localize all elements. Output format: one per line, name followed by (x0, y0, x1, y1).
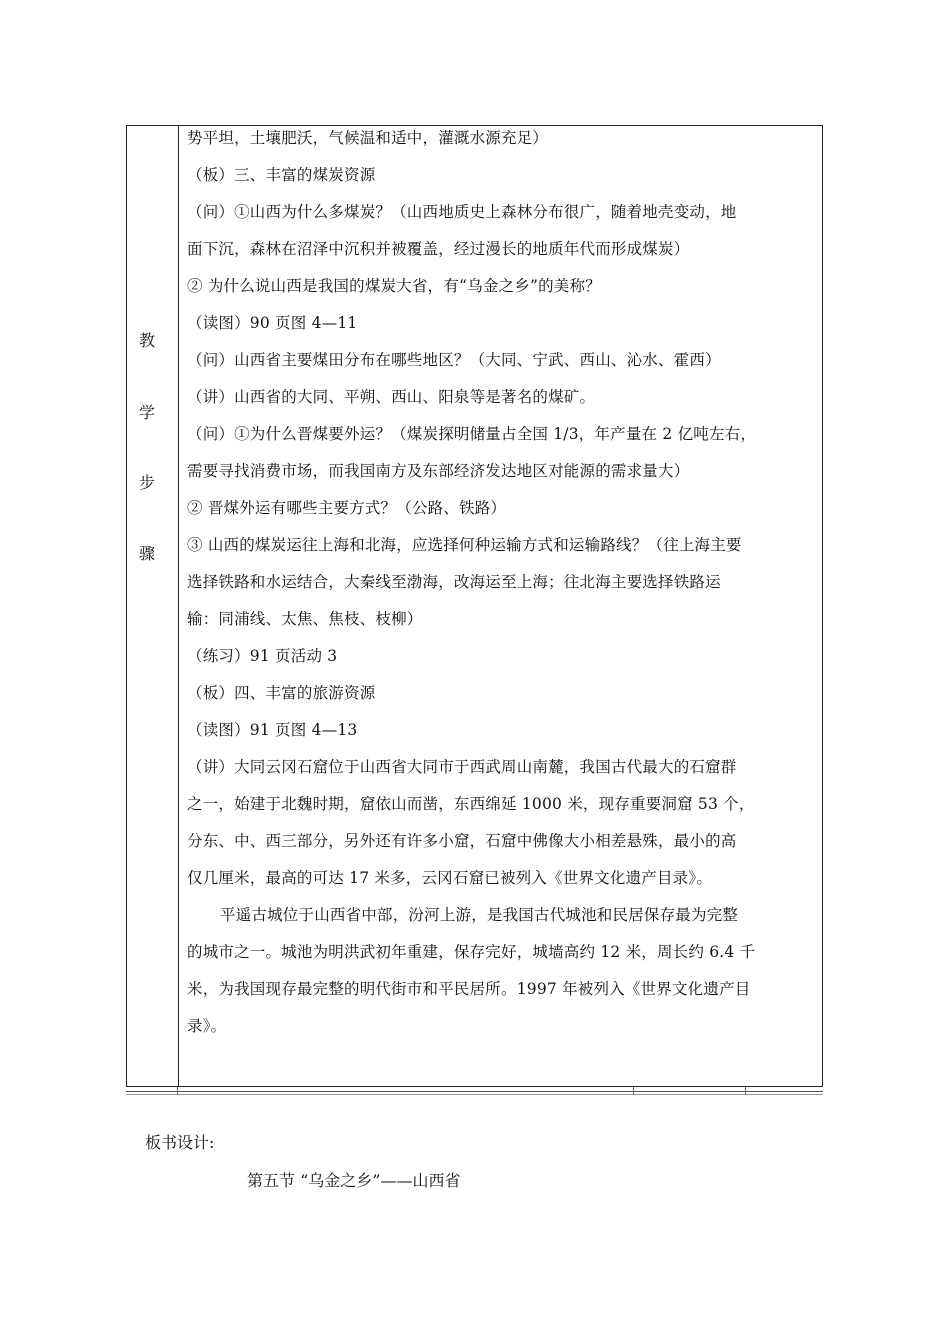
text-line: 势平坦，土壤肥沃，气候温和适中，灌溉水源充足） (187, 129, 549, 147)
text-line: 录》。 (187, 1017, 227, 1035)
text-line: （读图）90 页图 4—11 (187, 314, 358, 332)
text-line: （讲）大同云冈石窟位于山西省大同市于西武周山南麓，我国古代最大的石窟群 (187, 758, 737, 776)
text-line: 的城市之一。城池为明洪武初年重建，保存完好，城墙高约 12 米，周长约 6.4 千 (187, 943, 756, 961)
text-line: （讲）山西省的大同、平朔、西山、阳泉等是著名的煤矿。 (187, 388, 596, 406)
section-title: 第五节 “乌金之乡”——山西省 (247, 1171, 461, 1190)
text-line: （练习）91 页活动 3 (187, 647, 338, 665)
table-bottom-rule-secondary (126, 1094, 823, 1095)
text-line: ② 晋煤外运有哪些主要方式？（公路、铁路） (187, 499, 507, 517)
text-line: 需要寻找消费市场，而我国南方及东部经济发达地区对能源的需求量大） (187, 462, 690, 480)
text-line: （读图）91 页图 4—13 (187, 721, 358, 739)
text-line: 面下沉，森林在沼泽中沉积并被覆盖，经过漫长的地质年代而形成煤炭） (187, 240, 690, 258)
text-line: （板）三、丰富的煤炭资源 (187, 166, 376, 184)
table-bottom-rule (126, 1091, 823, 1092)
text-line: （问）①为什么晋煤要外运？（煤炭探明储量占全国 1/3，年产量在 2 亿吨左右， (187, 425, 757, 443)
text-line: 选择铁路和水运结合，大秦线至渤海，改海运至上海；往北海主要选择铁路运 (187, 573, 721, 591)
board-design-heading: 板书设计: (145, 1133, 215, 1152)
text-line: 米，为我国现存最完整的明代街市和平民居所。1997 年被列入《世界文化遗产目 (187, 980, 751, 998)
side-label-char: 骤 (138, 544, 155, 563)
side-label-char: 学 (138, 403, 155, 422)
lesson-steps-content (187, 127, 809, 1052)
side-label-char: 步 (138, 473, 155, 492)
text-line: 分东、中、西三部分，另外还有许多小窟，石窟中佛像大小相差悬殊，最小的高 (187, 832, 737, 850)
text-line: 输：同浦线、太焦、焦枝、枝柳） (187, 610, 423, 628)
column-divider (178, 126, 179, 1086)
text-line: （问）①山西为什么多煤炭？（山西地质史上森林分布很广，随着地壳变动，地 (187, 203, 737, 221)
text-line: 之一，始建于北魏时期，窟依山而凿，东西绵延 1000 米，现存重要洞窟 53 个， (187, 795, 755, 813)
text-line: 平遥古城位于山西省中部，汾河上游，是我国古代城池和民居保存最为完整 (220, 906, 739, 924)
text-line: ② 为什么说山西是我国的煤炭大省，有“乌金之乡”的美称？ (187, 277, 601, 295)
text-line: （问）山西省主要煤田分布在哪些地区？（大同、宁武、西山、沁水、霍西） (187, 351, 721, 369)
text-line: （板）四、丰富的旅游资源 (187, 684, 376, 702)
text-line: ③ 山西的煤炭运往上海和北海，应选择何种运输方式和运输路线？（往上海主要 (187, 536, 742, 554)
side-label-char: 教 (138, 331, 155, 350)
text-line: 仅几厘米，最高的可达 17 米多，云冈石窟已被列入《世界文化遗产目录》。 (187, 869, 713, 887)
